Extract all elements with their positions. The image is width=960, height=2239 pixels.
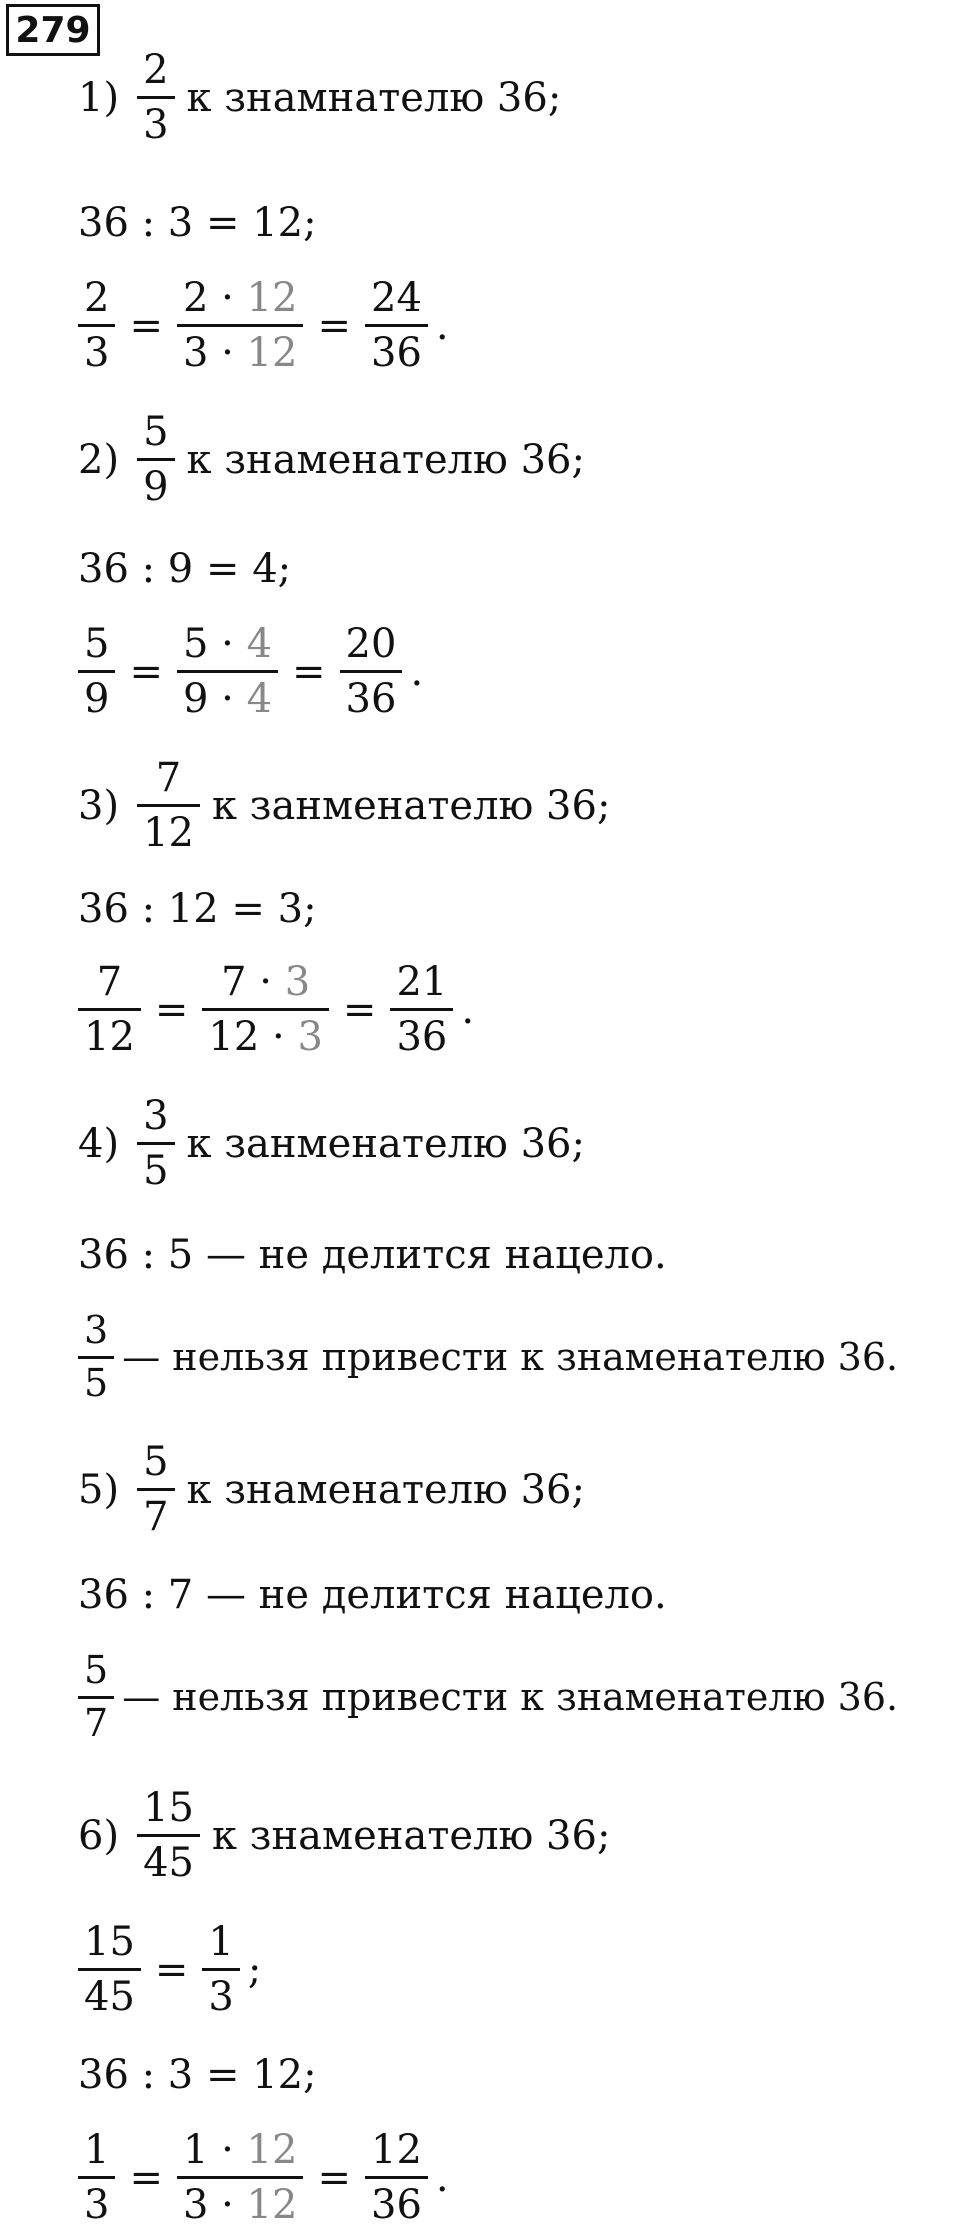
denominator: 36 [365,324,428,375]
part-text: к знаменателю 36; [186,436,585,483]
denominator: 7 [137,1488,174,1539]
denominator-part: 12 · [208,1014,285,1060]
part-label: 1) [78,74,120,121]
equals-sign: = [342,986,377,1033]
fraction [78,622,115,721]
numerator: 15 [84,1919,135,1965]
numerator [177,276,304,324]
period: . [435,2154,449,2201]
denominator: 45 [78,1968,141,2019]
denominator: 9 [137,458,174,509]
fraction [365,2128,428,2227]
division-line [78,1232,667,1278]
equation [78,2128,449,2227]
result-line [78,1650,898,1745]
multiplier: 3 [297,1014,323,1060]
multiplier: 4 [246,621,273,667]
part-5-heading [78,1440,585,1539]
equation [78,960,474,1059]
fraction [137,410,174,509]
fraction [78,960,141,1059]
equals-sign: = [129,302,163,349]
part-label: 4) [78,1120,120,1167]
part-text: к знамнателю 36; [186,74,562,121]
part-6-heading [78,1786,610,1885]
division-text: 36 : 9 = 4; [78,546,292,592]
part-label: 6) [78,1812,120,1859]
equals-sign: = [317,302,351,349]
division-text: 36 : 5 — не делится нацело. [78,1232,667,1278]
equals-sign: = [292,648,326,695]
numerator: 5 [84,621,110,667]
part-1-heading [78,48,561,147]
reduction-line [78,1920,261,2019]
division-line [78,886,317,932]
numerator-part: 7 · [221,959,273,1005]
denominator: 12 [78,1008,141,1059]
multiplier: 4 [246,676,273,722]
fraction [137,756,200,855]
part-label: 5) [78,1466,120,1513]
equals-sign: = [154,1946,189,1993]
multiplier: 3 [284,959,311,1005]
denominator-part: 3 · [182,330,234,376]
equals-sign: = [154,986,189,1033]
multiplier: 12 [246,275,298,321]
denominator [177,324,304,375]
result-text: — нельзя привести к знаменателю 36. [122,1335,899,1380]
numerator: 12 [371,2127,422,2173]
multiplier: 12 [246,330,298,376]
fraction [177,622,278,721]
fraction [202,1920,239,2019]
fraction [137,1094,174,1193]
denominator: 36 [390,1008,453,1059]
denominator: 3 [78,2176,115,2227]
equals-sign: = [317,2154,351,2201]
denominator [177,2176,304,2227]
part-2-heading [78,410,585,509]
denominator-part: 9 · [182,676,234,722]
part-text: к знаменателю 36; [186,1466,585,1513]
numerator: 5 [84,1648,109,1692]
period: . [461,986,475,1033]
division-text: 36 : 3 = 12; [78,200,317,246]
division-line [78,546,291,592]
numerator: 20 [345,621,397,667]
task-number: 279 [15,9,91,51]
fraction [177,2128,304,2227]
numerator: 3 [143,1093,169,1139]
division-text: 36 : 12 = 3; [78,886,317,932]
fraction [137,1786,200,1885]
numerator: 7 [155,755,182,801]
equation [78,622,423,721]
denominator: 3 [137,96,174,147]
denominator: 5 [137,1142,174,1193]
equals-sign: = [129,2154,163,2201]
division-text: 36 : 7 — не делится нацело. [78,1572,667,1618]
numerator: 7 [96,959,123,1005]
numerator: 2 [143,47,169,93]
denominator: 12 [137,804,200,855]
part-label: 3) [78,782,120,829]
division-text: 36 : 3 = 12; [78,2052,317,2098]
numerator: 3 [84,1308,109,1352]
denominator [177,670,278,721]
multiplier: 12 [246,2127,298,2173]
numerator [215,960,316,1008]
numerator [177,2128,304,2176]
division-line [78,1572,667,1618]
fraction [78,1650,114,1745]
part-label: 2) [78,436,120,483]
period: . [435,302,449,349]
part-text: к занменателю 36; [186,1120,585,1167]
multiplier: 12 [246,2182,298,2228]
denominator: 5 [78,1356,114,1405]
numerator-part: 2 · [182,275,234,321]
denominator: 3 [202,1968,239,2019]
numerator: 15 [143,1785,194,1831]
denominator: 3 [78,324,115,375]
fraction [177,276,304,375]
numerator: 21 [396,959,448,1005]
numerator: 2 [84,275,110,321]
semicolon: ; [247,1946,262,1993]
equation [78,276,449,375]
division-line [78,200,317,246]
numerator [177,622,278,670]
numerator: 24 [371,275,422,321]
numerator-part: 1 · [182,2127,234,2173]
fraction [137,1440,174,1539]
fraction [78,1310,114,1405]
fraction [390,960,453,1059]
denominator: 36 [365,2176,428,2227]
fraction [78,1920,141,2019]
denominator-part: 3 · [182,2182,234,2228]
numerator-part: 5 · [182,621,234,667]
numerator: 5 [143,409,169,455]
denominator [202,1008,329,1059]
part-3-heading [78,756,610,855]
fraction [365,276,428,375]
denominator: 9 [78,670,115,721]
equals-sign: = [129,648,163,695]
period: . [410,648,424,695]
fraction [340,622,403,721]
numerator: 5 [143,1439,169,1485]
part-text: к занменателю 36; [211,782,611,829]
denominator: 36 [340,670,403,721]
fraction [202,960,329,1059]
division-line [78,2052,317,2098]
part-4-heading [78,1094,585,1193]
denominator: 45 [137,1834,200,1885]
result-line [78,1310,898,1405]
denominator: 7 [78,1696,114,1745]
fraction [137,48,174,147]
fraction [78,2128,115,2227]
fraction [78,276,115,375]
result-text: — нельзя привести к знаменателю 36. [122,1675,899,1720]
numerator: 1 [84,2127,110,2173]
part-text: к знаменателю 36; [211,1812,611,1859]
numerator: 1 [208,1919,234,1965]
